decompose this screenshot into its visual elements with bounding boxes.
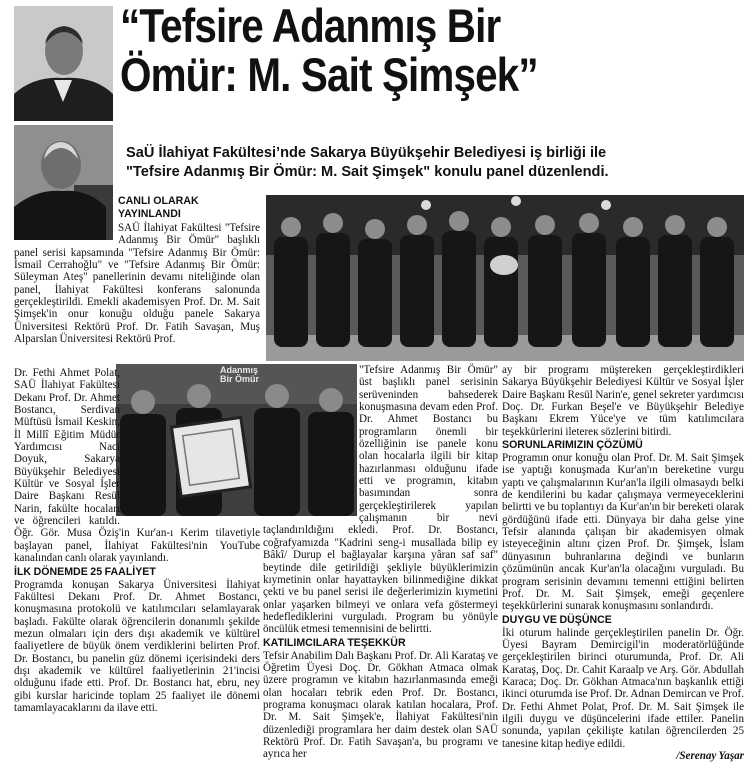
intro-column <box>14 222 260 366</box>
section-heading: DUYGU VE DÜŞÜNCE <box>502 613 612 626</box>
photo-banner-line-2: Bir Ömür <box>220 374 260 384</box>
column-3 <box>502 364 744 762</box>
section-heading: KATILIMCILARA TEŞEKKÜR <box>263 636 406 649</box>
column-2 <box>263 364 498 761</box>
paragraph: İki oturum halinde gerçekleştirilen panelin Dr. Öğr. Üyesi Bayram Demircigil'in moderatörlüğünde gerçekleştirilen birinci oturumunda, Prof. Dr. Ali Karataş, Doç. Dr. Cahit Karaalp ve Arş. Gör. Abdullah Karaca; Doç. Dr. Gökhan Atmaca'nın başkanlık ettiği ikinci oturumda ise Prof. Dr. Adnan Demircan ve Prof. Dr. Fethi Ahmet Polat, Prof. Dr. M. Sait Şimşek ile ilgili duygu ve düşüncelerini ifade ettiler. Panelin sonunda, yapılan çekilişte katılan öğrencilerden 25 tanesine kitap hediye edildi. <box>502 626 744 750</box>
portrait-photo-1 <box>14 6 113 121</box>
paragraph: Programın onur konuğu olan Prof. Dr. M. Sait Şimşek ise yaptığı konuşmada Kur'an'ın bereketine vurgu yaptı ve çalışmalarının Kur'an'la ilgili olmasaydı belki de kendilerini bu kadar çalışmaya vermeyeceklerini belirtti ve bu toplantıyı da Kur'an'ın bir bereketi olarak gördüğünü ifade etti. Dünyaya bir daha gelse yine Tefsir alanında çalışan bir akademisyen olmak isteyeceğinin altını çizen Prof. Dr. Şimşek, İslam dünyasının buhranlarına değindi ve bunların çözümünün ancak Kur'an'la olacağını vurguladı. Bu program serisinin devamını temenni ettiğini belirten Prof. Dr. M. Sait Şimşek, emeği geçenlere teşekkürlerini sunarak konuşmasını sonlandırdı. <box>502 452 744 613</box>
paragraph: Programda konuşan Sakarya Üniversitesi İlahiyat Fakültesi Dekanı Prof. Dr. Ahmet Bostancı, konuşmasına protokolü ve katılımcıları selamlayarak başladı. Fakülte olarak öğrencilerin donanımlı şekilde mezun olmaları için ders dışı akademik ve kültürel faaliyetlere de büyük önem verdiklerini belirten Prof. Dr. Bostancı, bu panelin güz dönemi içerisindeki ders dışı akademik ve kültürel faaliyetlerinin 21'incisi olduğunu ifade etti. Prof. Dr. Bostancı hat, ebru, ney gibi kurslar haricinde toplam 25 faaliyet ile dönemi tamamlayacaklarını da ilave etti. <box>14 578 260 714</box>
headline-line-1: “Tefsire Adanmış Bir <box>120 0 501 52</box>
intro-paragraph: SAÜ İlahiyat Fakültesi "Tefsire Adanmış Bir Ömür" başlıklı panel serisi kapsamında "Tefsire Adanmış Bir Ömür: İsmail Cerrahoğlu" ve "Tefsire Adanmış Bir Ömür: Süleyman Ateş" panellerinin devamı niteliğinde olan panel, İlahiyat Fakültesi konferans salonunda gerçekleştirildi. Emekli akademisyen Prof. Dr. M. Sait Şimşek'in onur konuğu olduğu panele Sakarya Üniversitesi Rektörü Prof. Dr. Fatih Savaşan, Muş Alparslan Üniversitesi Rektörü Prof. <box>14 222 260 346</box>
paragraph: "Tefsire Adanmış Bir Ömür" üst başlıklı panel serisinin serüveninden bahsederek konuşmasına devam eden Prof. Dr. Ahmet Bostancı bu programların önemli bir özelliğinin ise panele konu olan hocalarla ilgili bir kitap hazırlanması olduğunu ifade etti ve programın, kitabın basımından sonra gerçekleştirilerek yapılan çalışmanın bir nevi taçlandırıldığını ekledi. Prof. Dr. Bostancı, coğrafyamızda "Kadrini seng-i musallada bilip ey Bâkî/ Durup el bağlayalar karşına yâran saf saf" beytinde dile getirildiği şekliyle büyüklerimizin kıymetinin onlar hayattayken bilinmediğine dikkat çekti ve bu panel serisi ile değerlerimizin kıymetini onlar yaşarken bilmeyi ve onlara vefa göstermeyi hedeflediklerini vurguladı. Program bu yönüyle öncülük etmesi temennisini de belirtti. <box>263 364 498 636</box>
column-3-body <box>502 364 744 762</box>
deck-line-2: "Tefsire Adanmış Bir Ömür: M. Sait Şimşek" konulu panel düzenlendi. <box>126 164 609 180</box>
section-heading: İLK DÖNEMDE 25 FAALİYET <box>14 565 156 578</box>
group-photo <box>266 195 744 361</box>
paragraph: ay bir programı müştereken gerçekleştirdikleri Sakarya Büyükşehir Belediyesi Kültür ve Sosyal İşler Daire Başkanı Resül Narin'e, genel sekreter yardımcısı Doç. Dr. Furkan Beşel'e ve Büyükşehir Belediye Başkanı Ekrem Yüce'ye ve tüm katılımcılara teşekkürlerini iletereк sözlerini bitirdi. <box>502 364 744 438</box>
column-1 <box>14 367 260 739</box>
paragraph: Tefsir Anabilim Dalı Başkanı Prof. Dr. Ali Karataş ve Öğretim Üyesi Doç. Dr. Gökhan Atmaca olmak üzere programın ve kitabın hazırlanmasında emeği olan hocaları tebrik eden Prof. Dr. Bostancı, programa konuşmacı olarak katılan hocalara, Prof. Dr. M. Sait Şimşek'e, İlahiyat Fakültesi'nin düzenlediği programlara her daim destek olan SAÜ Rektörü Prof. Dr. Fatih Savaşan'a, bu programı ve ayrıca her <box>263 649 498 761</box>
section-heading: SORUNLARIMIZIN ÇÖZÜMÜ <box>502 439 643 452</box>
paragraph: Dr. Fethi Ahmet Polat, SAÜ İlahiyat Fakültesi Dekanı Prof. Dr. Ahmet Bostancı, Serdivan Müftüsü İsmail Keskin, İl Millî Eğitim Müdür Yardımcısı Naci Doyuk, Sakarya Büyükşehir Belediyesi Kültür ve Sosyal İşler Daire Başkanı Resül Narin, fakülte hocaları ve öğrencileri katıldı. Öğr. Gör. Musa Öziş'in Kur'an-ı Kerim tilavetiyle başlayan panel, İlahiyat Fakültesi'nin YouTube kanalından canlı olarak yayınlandı. <box>14 367 260 565</box>
kicker-line-1: CANLI OLARAK <box>118 195 199 207</box>
deck-line-1: SaÜ İlahiyat Fakültesi’nde Sakarya Büyükşehir Belediyesi iş birliği ile <box>126 145 607 161</box>
author-signature: /Serenay Yaşar <box>676 749 744 762</box>
photo-banner-line-1: Adanmış <box>220 365 259 375</box>
kicker-line-2: YAYINLANDI <box>118 208 181 220</box>
headline-line-2: Ömür: M. Sait Şimşek” <box>120 48 538 101</box>
